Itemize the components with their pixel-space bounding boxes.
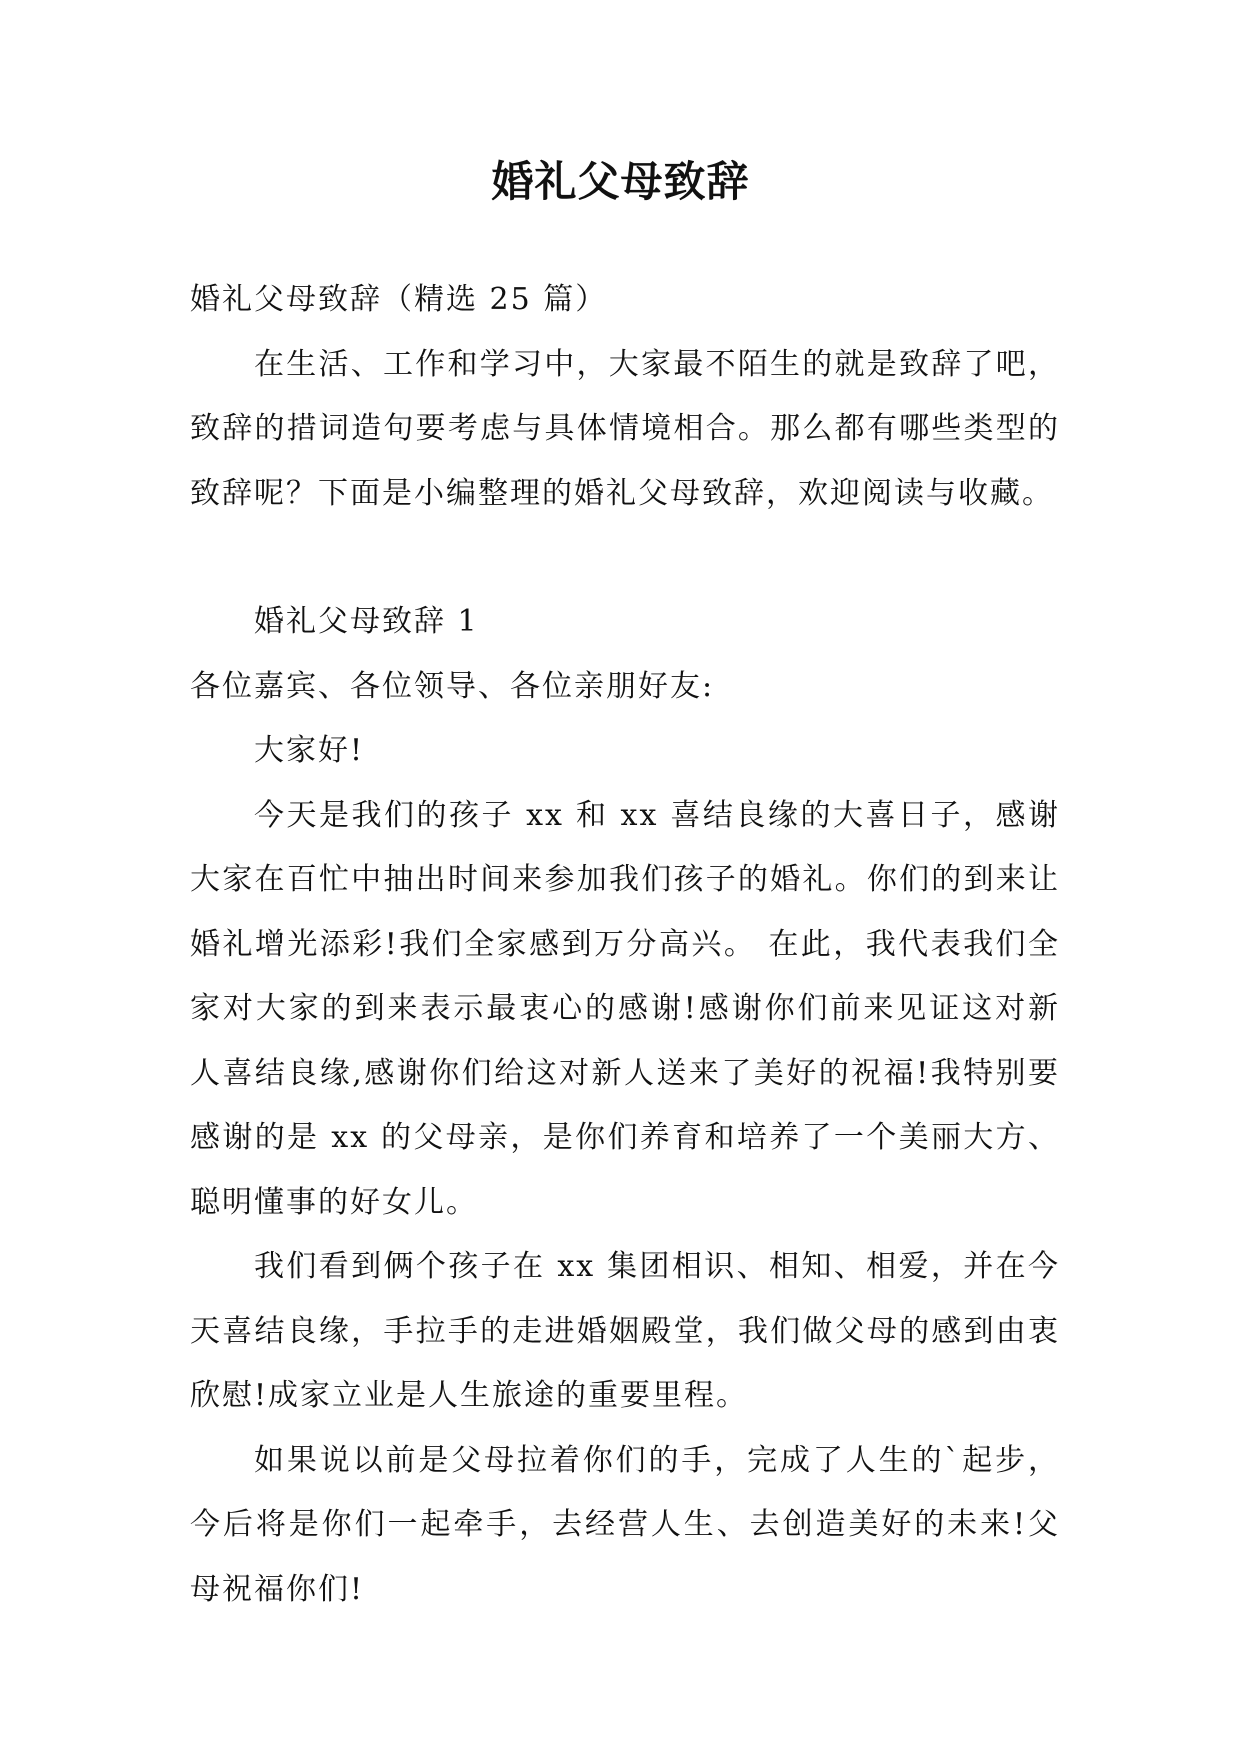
document-body bbox=[190, 268, 1060, 1622]
body-paragraph: 我们看到俩个孩子在 xx 集团相识、相知、相爱，并在今天喜结良缘，手拉手的走进婚姻殿堂，我们做父母的感到由衷欣慰!成家立业是人生旅途的重要里程。 bbox=[190, 1249, 1060, 1413]
document-title: 婚礼父母致辞 bbox=[491, 157, 750, 206]
salutation: 各位嘉宾、各位领导、各位亲朋好友: bbox=[190, 668, 715, 704]
document-subtitle: 婚礼父母致辞（精选 25 篇） bbox=[190, 282, 608, 317]
body-paragraph: 今天是我们的孩子 xx 和 xx 喜结良缘的大喜日子，感谢大家在百忙中抽出时间来参加我们孩子的婚礼。你们的到来让婚礼增光添彩!我们全家感到万分高兴。 在此，我代表我们全家对大家的到来表示最衷心的感谢!感谢你们前来见证这对新人喜结良缘,感谢你们给这对新人送来了美好的祝福!我特别要感谢的是 xx 的父母亲，是你们养育和培养了一个美丽大方、聪明懂事的好女儿。 bbox=[190, 797, 1060, 1220]
section-heading: 婚礼父母致辞 1 bbox=[254, 604, 479, 639]
greeting: 大家好! bbox=[254, 733, 365, 768]
intro-paragraph: 在生活、工作和学习中，大家最不陌生的就是致辞了吧，致辞的措词造句要考虑与具体情境相合。那么都有哪些类型的致辞呢？下面是小编整理的婚礼父母致辞，欢迎阅读与收藏。 bbox=[190, 346, 1060, 511]
body-paragraph: 如果说以前是父母拉着你们的手，完成了人生的`起步，今后将是你们一起牵手，去经营人生、去创造美好的未来!父母祝福你们! bbox=[190, 1442, 1060, 1607]
paragraph-gap bbox=[190, 526, 1060, 590]
